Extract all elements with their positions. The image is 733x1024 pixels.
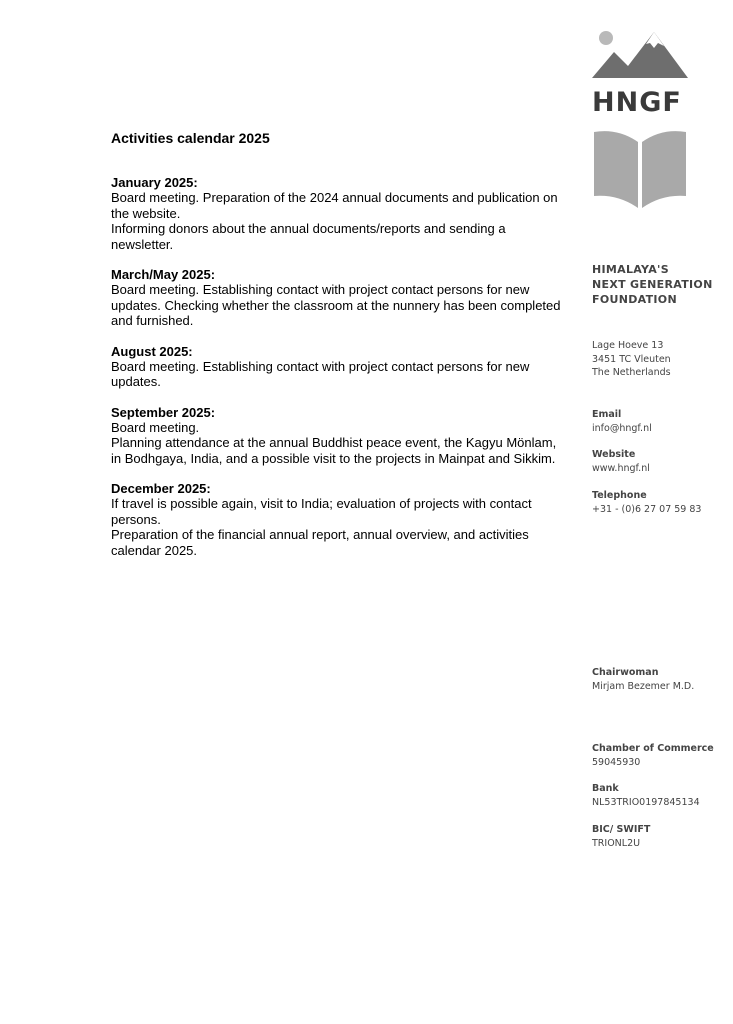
section-text: Informing donors about the annual documents/reports and sending a newsletter.: [111, 221, 506, 252]
section-heading: September 2025:: [111, 404, 216, 420]
section-heading: August 2025:: [111, 343, 193, 359]
coc-label: Chamber of Commerce: [592, 743, 714, 754]
section-text: Board meeting. Establishing contact with project contact persons for new updates.: [111, 358, 530, 389]
email-block: [592, 408, 652, 435]
bank-value: NL53TRIO0197845134: [592, 796, 700, 808]
section-heading: December 2025:: [111, 481, 211, 496]
section-text: Board meeting.: [111, 419, 200, 435]
chair-block: [592, 666, 694, 693]
section-december: [111, 481, 561, 558]
section-text: Board meeting. Preparation of the 2024 annual documents and publication on the website.: [111, 190, 558, 221]
chair-label: Chairwoman: [592, 667, 659, 678]
address-block: Lage Hoeve 13 3451 TC Vleuten The Netherlands: [592, 340, 671, 378]
section-heading: March/May 2025:: [111, 267, 216, 282]
section-march-may: [111, 267, 561, 329]
bic-block: [592, 823, 650, 850]
section-january: [111, 175, 561, 252]
section-september: [111, 405, 561, 467]
page-title: Activities calendar 2025: [111, 130, 270, 146]
website-block: [592, 448, 650, 475]
bank-block: [592, 782, 700, 809]
website-label: Website: [592, 449, 636, 460]
hngf-logo-icon: [592, 28, 688, 208]
email-label: Email: [592, 409, 622, 420]
section-text: Planning attendance at the annual Buddhist peace event, the Kagyu Mönlam, in Bodhgaya, India, and a possible visit to the projects in Mainpat and Sikkim.: [111, 435, 557, 466]
chair-value: Mirjam Bezemer M.D.: [592, 680, 695, 692]
bic-value: TRIONL2U: [592, 837, 641, 849]
bic-label: BIC/ SWIFT: [592, 824, 651, 835]
chamber-of-commerce-block: [592, 742, 714, 769]
logo-wordmark: HNGF: [592, 87, 682, 118]
section-text: Preparation of the financial annual report, annual overview, and activities calendar 2025.: [111, 527, 529, 558]
section-text: If travel is possible again, visit to India; evaluation of projects with contact persons.: [111, 496, 532, 527]
section-heading: January 2025:: [111, 175, 198, 190]
website-value: www.hngf.nl: [592, 462, 650, 474]
letter-body: [111, 130, 561, 573]
coc-value: 59045930: [592, 756, 641, 768]
telephone-block: [592, 489, 701, 516]
section-august: [111, 344, 561, 390]
email-value: info@hngf.nl: [592, 422, 652, 434]
organisation-name: HIMALAYA'S NEXT GENERATION FOUNDATION: [592, 263, 713, 306]
telephone-label: Telephone: [592, 490, 647, 501]
section-text: Board meeting. Establishing contact with project contact persons for new updates. Checking whether the classroom at the nunnery has been completed and furnished.: [111, 282, 561, 328]
bank-label: Bank: [592, 783, 619, 794]
telephone-value: +31 - (0)6 27 07 59 83: [592, 503, 702, 515]
